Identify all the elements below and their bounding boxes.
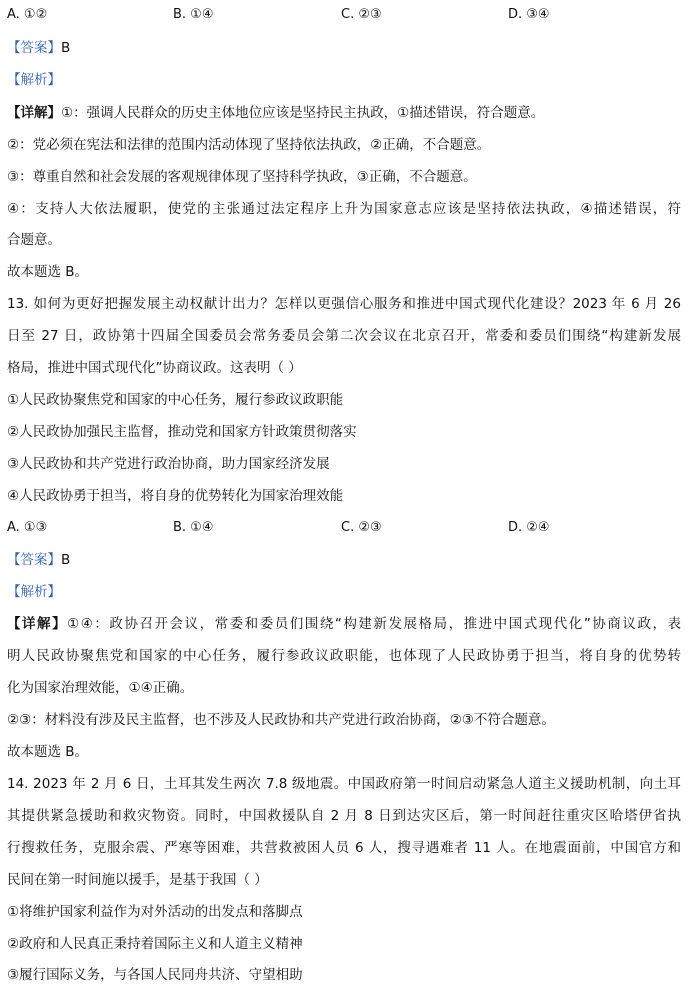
q14-stem-line: 14. 2023 年 2 月 6 日，土耳其发生两次 7.8 级地震。中国政府第一时间启动紧急人道主义援助机制，向土耳 [7, 776, 681, 792]
q13-stem-line: 日至 27 日，政协第十四届全国委员会常务委员会第二次会议在北京召开，常委和委员们围绕“构建新发展 [7, 328, 681, 344]
q14-statement: ③履行国际义务，与各国人民同舟共济、守望相助 [7, 967, 303, 983]
q13-answer [7, 550, 681, 570]
q13-statement: ①人民政协聚焦党和国家的中心任务，履行参政议政职能 [7, 392, 344, 408]
q12-conclusion: 故本题选 B。 [7, 264, 89, 280]
q12-analysis-line: 合题意。 [7, 232, 61, 248]
q13-stem-line: 格局，推进中国式现代化”协商议政。这表明（ ） [7, 360, 302, 376]
analysis-tag: 【解析】 [7, 72, 61, 88]
q13-analysis-line: ②③：材料没有涉及民主监督，也不涉及人民政协和共产党进行政治协商，②③不符合题意。 [7, 712, 555, 728]
option-b: B. ①④ [173, 520, 214, 535]
q12-analysis-heading [7, 70, 681, 90]
option-a: A. ①③ [7, 520, 48, 535]
q13-statement: ③人民政协和共产党进行政治协商，助力国家经济发展 [7, 456, 330, 472]
option-a: A. ①② [7, 7, 48, 22]
detail-tag: 【详解】 [7, 105, 61, 121]
q12-detail-line [7, 103, 681, 123]
answer-tag: 【答案】 [7, 552, 61, 568]
q12-analysis-line: ④：支持人大依法履职，使党的主张通过法定程序上升为国家意志应该是坚持依法执政，④描述错误，符 [7, 201, 681, 217]
answer-tag: 【答案】 [7, 40, 61, 56]
q14-statement: ①将维护国家利益作为对外活动的出发点和落脚点 [7, 904, 303, 920]
q12-answer [7, 38, 681, 58]
q13-stem-line: 13. 如何为更好把握发展主动权献计出力？怎样以更强信心服务和推进中国式现代化建设？2023 年 6 月 26 [7, 296, 681, 312]
q13-analysis-heading [7, 582, 681, 602]
q13-detail-line [7, 614, 681, 634]
option-b: B. ①④ [173, 7, 214, 22]
q13-statement: ②人民政协加强民主监督，推动党和国家方针政策贯彻落实 [7, 424, 357, 440]
q13-conclusion: 故本题选 B。 [7, 744, 89, 760]
q12-analysis-line: ②：党必须在宪法和法律的范围内活动体现了坚持依法执政，②正确，不合题意。 [7, 137, 491, 153]
option-d: D. ②④ [508, 520, 550, 535]
answer-value: B [61, 40, 71, 56]
option-c: C. ②③ [341, 520, 382, 535]
q13-statement: ④人民政协勇于担当，将自身的优势转化为国家治理效能 [7, 488, 344, 504]
detail-text: ①④：政协召开会议，常委和委员们围绕“构建新发展格局，推进中国式现代化”协商议政，表 [67, 616, 681, 632]
q14-stem-line: 民间在第一时间施以援手，是基于我国（ ） [7, 872, 268, 888]
q13-analysis-line: 明人民政协聚焦党和国家的中心任务，履行参政议政职能，也体现了人民政协勇于担当，将自身的优势转 [7, 648, 681, 664]
detail-text: ①：强调人民群众的历史主体地位应该是坚持民主执政，①描述错误，符合题意。 [61, 105, 545, 121]
q14-stem-line: 行搜救任务，克服余震、严寒等困难，共营救被困人员 6 人，搜寻遇难者 11 人。在地震面前，中国官方和 [7, 840, 681, 856]
q14-stem-line: 其提供紧急援助和救灾物资。同时，中国救援队自 2 月 8 日到达灾区后，第一时间赶往重灾区哈塔伊省执 [7, 808, 681, 824]
analysis-tag: 【解析】 [7, 584, 61, 600]
detail-tag: 【详解】 [7, 616, 68, 632]
option-c: C. ②③ [341, 7, 382, 22]
q13-analysis-line: 化为国家治理效能，①④正确。 [7, 680, 194, 696]
option-d: D. ③④ [508, 7, 550, 22]
answer-value: B [61, 552, 71, 568]
q14-statement: ②政府和人民真正秉持着国际主义和人道主义精神 [7, 936, 303, 952]
q12-analysis-line: ③：尊重自然和社会发展的客观规律体现了坚持科学执政，③正确，不合题意。 [7, 169, 477, 185]
